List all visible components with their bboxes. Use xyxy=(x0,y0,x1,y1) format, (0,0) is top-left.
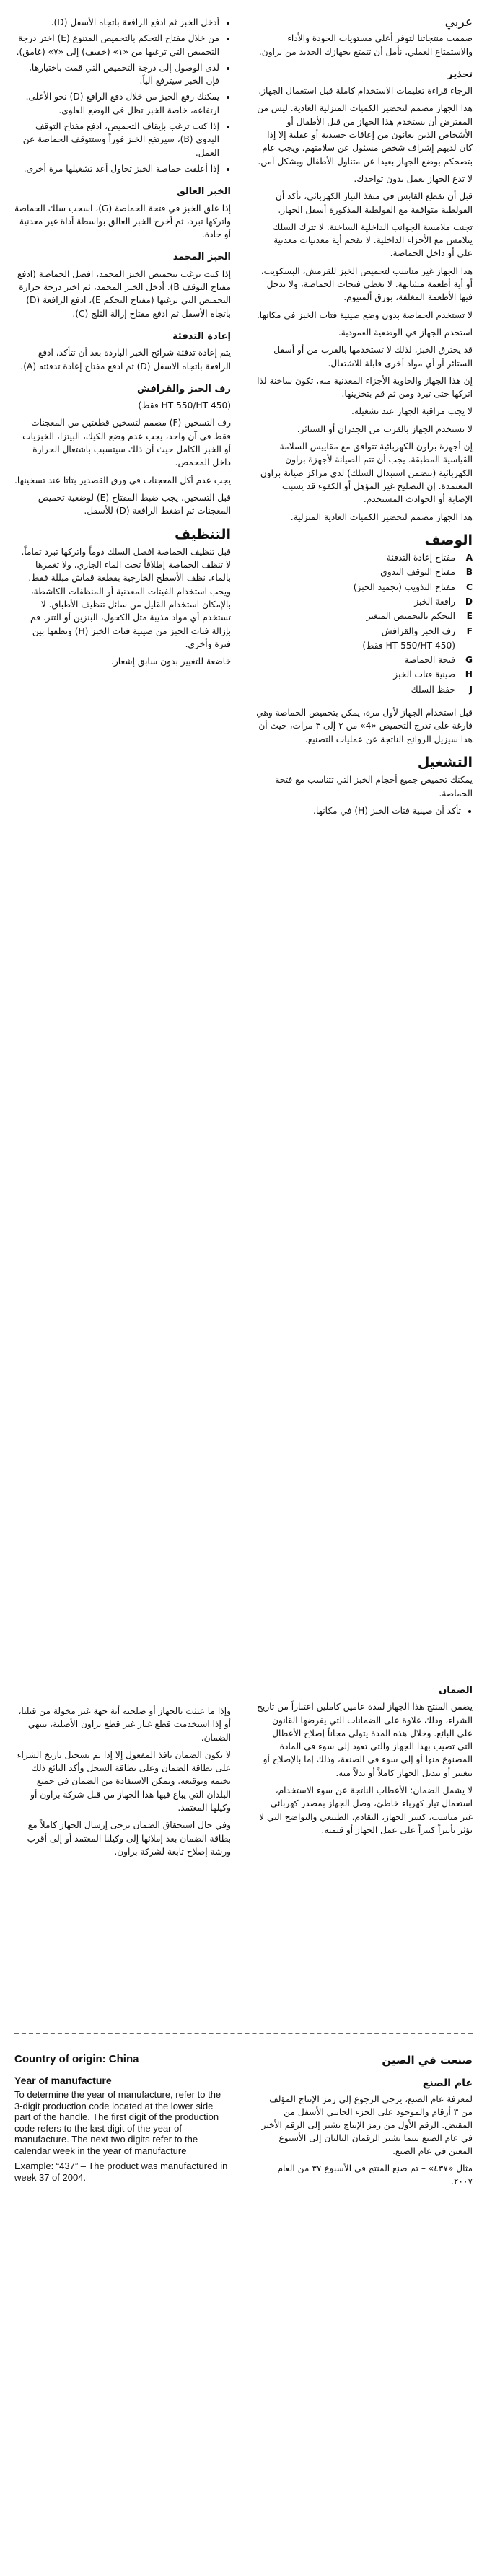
list-item: D رافعة الخبز xyxy=(414,596,473,607)
list-item: F رف الخبز والقرافش xyxy=(381,625,473,636)
guarantee-left-column xyxy=(14,1705,231,1863)
section-heading: رف الخبز والقرافش xyxy=(137,383,231,395)
warning-para: هذا الجهاز مصمم لتحضير الكميات العادية المنزلية. xyxy=(290,511,473,522)
guarantee-text: وإذا ما عبثت بالجهاز أو صلحته أية جهة غير مخولة من قبلنا، أو إذا استخدمت قطع غيار غير قطع براون الأصلية، ينتهي الضمان. xyxy=(18,1706,231,1743)
year-text: To determine the year of manufacture, refer to the 3-digit production code located at the lower side part of the handle. The first digit of the production code refers to the last digit of the year of manufacture. The next two digits refer to the calendar week in the year of manufacture xyxy=(14,2089,221,2156)
list-item: • إذا أعلقت حماصة الخبز تحاول أعد تشغيلها مرة أخرى. xyxy=(14,162,219,175)
year-heading: عام الصنع xyxy=(422,2078,473,2089)
warning-para: هذا الجهاز مصمم لتحضير الكميات المنزلية العادية. ليس من المفترض أن يستخدم هذا الجهاز من قبل الأطفال أو الأشخاص الذين يعانون من إعاقات جسدية أو عقلية إلا إذا كان لديهم إشراف شخص مسئول عن سلامتهم. ويجب عام بتصحكم بوضع الجهاز بعيدا عن متناول الأطفال وبشكل آمن. xyxy=(257,103,473,167)
list-item: • أدخل الخبز ثم ادفع الرافعة باتجاه الأسفل (D). xyxy=(14,16,219,29)
language-heading: عربي xyxy=(444,15,473,30)
section-heading: الخبز المجمد xyxy=(172,252,231,263)
cleaning-heading: التنظيف xyxy=(174,526,231,542)
description-note: قبل استخدام الجهاز لأول مرة، يمكن بتحميص الحماصة وهي فارغة على تدرج التحميص «4» من ٢ إلى ٣ مرات، حيث أن هذا سيزيل الروائح الناتجة عن عمليات التصنيع. xyxy=(256,708,473,744)
right-column xyxy=(256,16,473,822)
origin-heading: Country of origin: China xyxy=(14,2053,139,2065)
list-item: A مفتاح إعادة التدفئة xyxy=(386,553,473,563)
operation-intro: يمكنك تحميص جميع أحجام الخبز التي تتناسب مع فتحة الحماصة. xyxy=(275,775,473,799)
origin-arabic xyxy=(256,2054,473,2192)
section-text: يتم إعادة تدفئة شرائح الخبز الباردة بعد أن تتأكد، ادفع الرافعة باتجاه الاسفل (D) ثم ادفع مفتاح إعادة تدفئته (A). xyxy=(20,348,231,372)
section-text: إذا كنت ترغب بتحميص الخبز المجمد، افصل الحماصة (ادفع مفتاح التوقف B). أدخل الخبز المجمد، ثم اختر درجة حرارة التحميص التي ترغبها (مفتاح التحكم E)، ادفع الرافعة (D) باتجاه الأسفل ثم ادفع مفتاح إزالة الثلج (C). xyxy=(17,268,231,319)
warning-intro: الرجاء قراءة تعليمات الاستخدام كاملة قبل استعمال الجهاز. xyxy=(258,86,473,97)
list-item: C مفتاح التذويب (تجميد الخبز) xyxy=(353,581,473,592)
operation-heading: التشغيل xyxy=(417,754,473,770)
section-text: يجب عدم أكل المعجنات في ورق القصدير بتاتا عند تسخينها. xyxy=(14,475,231,485)
list-item: • إذا كنت ترغب بإيقاف التحميص، ادفع مفتاح التوقف اليدوي (B)، سيرتفع الخبز فوراً وستتوقف الحماصة عن العمل. xyxy=(14,120,219,159)
list-item: • من خلال مفتاح التحكم بالتحميص المتنوع (E) اختر درجة التحميص التي ترغبها من «١» (خفيف) إلى «٧» (غامق). xyxy=(14,32,219,58)
list-item: H صينية فتات الخبز xyxy=(393,669,473,680)
dashed-divider xyxy=(14,2033,473,2034)
operation-steps-list xyxy=(14,16,231,175)
operation-list xyxy=(256,804,473,817)
warning-para: لا تستخدم الحماصة بدون وضع صينية فتات الخبز في مكانها. xyxy=(256,309,473,320)
list-item: E التحكم بالتحميص المتغير xyxy=(366,611,473,622)
year-example: Example: “437” – The product was manufactured in week 37 of 2004. xyxy=(14,2160,228,2183)
guarantee-text: لا يشمل الضمان: الأعطاب الناتجة عن سوء الاستخدام، استعمال تيار كهرباء خاطئ، وصل الجهاز بمصدر كهربائي غير مناسب، كسر الجهاز، التقادم، الطبيعي والتواضح التي لا تؤثر تأثيراً كبيراً على عمل الجهاز أو قيمته. xyxy=(259,1785,473,1835)
year-heading: Year of manufacture xyxy=(14,2074,112,2086)
origin-heading: صنعت في الصين xyxy=(382,2054,473,2067)
section-heading: إعادة التدفئة xyxy=(172,330,231,342)
guarantee-text: لا يكون الضمان نافذ المفعول إلا إذا تم تسجيل تاريخ الشراء على بطاقة الضمان وعلى بطاقة السجل وأكد البائع ذلك بختمه وتوقيعه. ويمكن الاستفادة من الضمان في جميع البلدان التي يباع فيها هذا الجهاز من قبل شركة براون أو وكيلها المعتمد. xyxy=(17,1749,231,1814)
warning-para: قد يحترق الخبز، لذلك لا تستخدمها بالقرب من أو أسفل الستائر أو أي مواد أخرى قابلة للاشتعال. xyxy=(273,345,473,369)
year-example: مثال «٤٣٧» – تم صنع المنتج في الأسبوع ٣٧ من العام ٢٠٠٧. xyxy=(277,2163,473,2186)
origin-english xyxy=(14,2054,231,2187)
warning-heading: تحذير xyxy=(447,69,473,80)
warning-para: لا يجب مراقبة الجهاز عند تشغيله. xyxy=(351,406,473,417)
list-item: (HT 550/HT 450 فقط) xyxy=(362,640,455,651)
section-text: قبل التسخين، يجب ضبط المفتاح (E) لوضعية تحميص المعجنات ثم اضغط الرافعة (D) للأسفل. xyxy=(38,492,231,516)
list-item: B مفتاح التوقف اليدوي xyxy=(380,567,473,578)
list-item: J حفظ السلك xyxy=(411,684,473,695)
warning-para: لا تستخدم الجهاز بالقرب من الجدران أو الستائر. xyxy=(297,423,473,434)
guarantee-heading: الضمان xyxy=(439,1685,473,1696)
warning-para: تجنب ملامسة الجوانب الداخلية الساخنة. لا تترك السلك يتلامس مع الأجزاء الداخلية. لا تقحم أية معدنيات معدنية على أو داخل الحماصة. xyxy=(273,221,473,259)
warning-para: لا تدع الجهاز يعمل بدون تواجدك. xyxy=(354,173,473,184)
guarantee-text: وفي حال استحقاق الضمان يرجى إرسال الجهاز كاملاً مع بطاقة الضمان بعد إملائها إلى وكيلنا المعتمد أو إلى أقرب ورشة إصلاح تابعة لشركة براون. xyxy=(27,1820,231,1857)
guarantee-right-column xyxy=(256,1684,473,1841)
section-text: (HT 550/HT 450 فقط) xyxy=(138,400,231,411)
section-text: رف التسخين (F) مصمم لتسخين قطعتين من المعجنات فقط في آن واحد، يجب عدم وضع الكيك، البيتزا، الخبزيات أو الخبز الكامل حيث أن ذلك سيتسبب باشتعال الحرارة داخل المحمص. xyxy=(22,418,231,468)
list-item: G فتحة الحماصة xyxy=(404,655,473,666)
description-heading: الوصف xyxy=(424,532,473,548)
guarantee-text: يضمن المنتج هذا الجهاز لمدة عامين كاملين اعتباراً من تاريخ الشراء، وذلك علاوة على الضمانات التي يفرضها القانون على البائع. وخلال هذه المدة يتولى مجاناً إصلاح الأعطال التي تصيب بهذا الجهاز والتي تعود إلى سوء في المادة المصنوع منها أو إلى سوء في الصنعة، وذلك إما بالإصلاح أو بتغيير أو تبديل الجهاز كاملاً أو بدلاً منه. xyxy=(256,1702,473,1778)
warning-para: إن أجهزة براون الكهربائية تتوافق مع مقاييس السلامة القياسية المطبقة. يجب أن تتم الصيانة لأجهزة براون الكهربائية (تتضمن استبدال السلك) لدى مراكز صيانة براون المعتمدة. إن التصليح غير المؤهل أو الكفوء قد يسبب الإصابة أو الحوادث المستخدم. xyxy=(260,441,473,505)
left-column xyxy=(14,16,231,672)
cleaning-text: قبل تنظيف الحماصة افصل السلك دوماً واتركها تبرد تماماً. لا تنظف الحماصة إطلاقاً تحت الماء الجاري، ولا تغمرها بالماء. نظف الأسطح الخارجية بقطعة قماش مبللة فقط، ويجب استخدام الفيتات المعدنية أو المنظفات الكاشطة، بالإمكان استخدام القليل من سائل تنظيف الأطباق. لا تستخدم أي مواد مذيبة مثل الكحول، البنزين أو التنر. قم بإزالة فتات الخبز من صينية فتات الخبز (H) ونظفها بين فترة وأخرى. xyxy=(21,546,231,649)
section-text: إذا علق الخبز في فتحة الحماصة (G)، اسحب سلك الحماصة واتركها تبرد، ثم أخرج الخبز العالق بواسطة أداة غير معدنية أو حادة. xyxy=(14,203,231,240)
cleaning-text: خاضعة للتغيير بدون سابق إشعار. xyxy=(111,656,231,667)
warning-para: هذا الجهاز غير مناسب لتحميص الخبز للقرمش، البسكويت، أو أية أطعمة مشابهة. لا تغطي فتحات الحماصة، ولا تدخل فيها الأطعمة المغلفة، بورق ألمنيوم. xyxy=(260,265,473,303)
description-list xyxy=(256,551,473,696)
list-item: • تأكد أن صينية فتات الخبز (H) في مكانها. xyxy=(256,804,461,817)
warning-para: استخدم الجهاز في الوضعية العمودية. xyxy=(338,327,473,338)
intro-text: صممت منتجاتنا لتوفر أعلى مستويات الجودة والأداء والاستمتاع العملي. نأمل أن تتمتع بجهازك الجديد من براون. xyxy=(258,33,473,57)
section-heading: الخبز العالق xyxy=(177,186,231,198)
warning-list xyxy=(256,102,473,523)
list-item: • لدى الوصول إلى درجة التحميص التي قمت باختيارها، فإن الخبز سيترفع آلياً. xyxy=(14,61,219,88)
year-text: لمعرفة عام الصنع، يرجى الرجوع إلى رمز الإنتاج المؤلف من ٣ أرقام والموجود على الجزء الجانبي الأسفل من المقبض. الرقم الأول من رمز الإنتاج يشير إلى الرقم الأخير في عام الصنع بينما يشير الرقمان التاليان إلى الأسبوع المعين في عام الصنع. xyxy=(261,2094,473,2156)
warning-para: إن هذا الجهاز والحاوية الأجزاء المعدنية منه، تكون ساخنة لذا اتركها حتى تبرد ومن ثم قم بتخزينها. xyxy=(257,375,473,400)
warning-para: قبل أن تقطع القابس في منفذ التيار الكهربائي، تأكد أن الفولطية متوافقة مع الفولطية المذكورة أسفل الجهاز. xyxy=(275,191,473,215)
list-item: • يمكنك رفع الخبز من خلال دفع الرافع (D) نحو الأعلى. ارتفاعه، خاصة الخبز تظل في الوضع العلوي. xyxy=(14,90,219,117)
